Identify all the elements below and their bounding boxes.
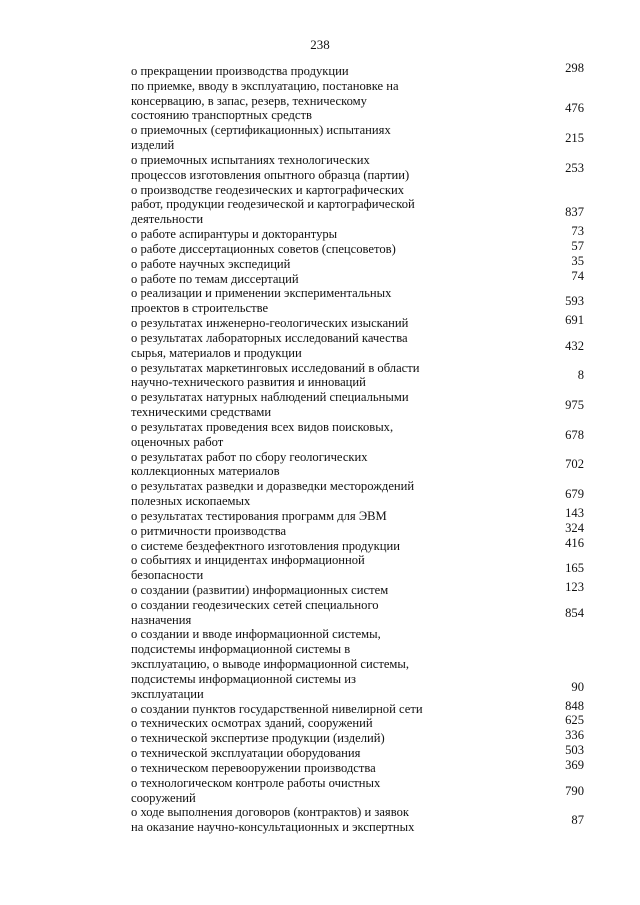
- entry-text-line: о технических осмотрах зданий, сооружений: [131, 716, 373, 731]
- entry-text-line: о технической эксплуатации оборудования: [131, 746, 361, 761]
- entry-page-number: 35: [571, 253, 584, 268]
- entry-page-number: 87: [571, 813, 584, 828]
- index-entry: [0, 313, 640, 331]
- entry-text-line: о ритмичности производства: [131, 523, 287, 538]
- entry-text-line: на оказание научно-консультационных и экспертных: [131, 820, 415, 835]
- entry-text-line: о создании (развитии) информационных систем: [131, 582, 389, 597]
- index-entry: [0, 268, 640, 287]
- entry-text-line: о работе научных экспедиций: [131, 256, 291, 271]
- entry-page-number: 476: [565, 101, 584, 116]
- entry-text-line: проектов в строительстве: [131, 301, 269, 316]
- index-entry: [0, 479, 640, 509]
- entry-text-line: о работе диссертационных советов (спецсоветов): [131, 241, 396, 256]
- entry-page-number: 253: [565, 160, 584, 175]
- entry-page-number: 123: [565, 579, 584, 594]
- entry-text-line: процессов изготовления опытного образца (партии): [131, 167, 410, 182]
- index-entry: [0, 286, 640, 316]
- index-entry: [0, 757, 640, 776]
- index-entry: [0, 420, 640, 450]
- entry-text-line: техническими средствами: [131, 405, 272, 420]
- entry-page-number: 691: [565, 313, 584, 328]
- entry-page-number: 215: [565, 131, 584, 146]
- entry-text-line: эксплуатацию, о выводе информационной системы,: [131, 657, 409, 672]
- index-entry: [0, 361, 640, 391]
- entry-page-number: 702: [565, 457, 584, 472]
- index-entry: [0, 61, 640, 79]
- page-number: 238: [310, 37, 330, 52]
- index-entry: [0, 450, 640, 480]
- entry-page-number: 432: [565, 338, 584, 353]
- entry-text-line: изделий: [131, 138, 175, 153]
- entry-text-line: эксплуатации: [131, 686, 204, 701]
- index-list: [0, 61, 640, 835]
- entry-text-line: коллекционных материалов: [131, 464, 280, 479]
- entry-page-number: 625: [565, 713, 584, 728]
- entry-page-number: 416: [565, 535, 584, 550]
- index-entry: [0, 805, 640, 835]
- entry-text-line: деятельности: [131, 212, 204, 227]
- entry-text-line: о приемочных испытаниях технологических: [131, 152, 370, 167]
- entry-text-line: о событиях и инцидентах информационной: [131, 553, 365, 568]
- entry-text-line: о производстве геодезических и картографических: [131, 182, 405, 197]
- entry-text-line: о технологическом контроле работы очистных: [131, 775, 381, 790]
- entry-text-line: о ходе выполнения договоров (контрактов) и заявок: [131, 805, 410, 820]
- entry-page-number: 8: [577, 368, 584, 383]
- entry-text-line: о результатах инженерно-геологических изысканий: [131, 316, 409, 331]
- entry-text-line: о реализации и применении экспериментальных: [131, 286, 392, 301]
- index-entry: [0, 598, 640, 628]
- entry-text-line: о результатах лабораторных исследований качества: [131, 330, 408, 345]
- entry-page-number: 74: [571, 268, 584, 283]
- index-entry: [0, 535, 640, 554]
- entry-text-line: о результатах проведения всех видов поисковых,: [131, 419, 394, 434]
- entry-page-number: 679: [565, 487, 584, 502]
- entry-page-number: 298: [565, 61, 584, 75]
- entry-text-line: сырья, материалов и продукции: [131, 345, 302, 360]
- entry-text-line: состоянию транспортных средств: [131, 108, 312, 123]
- entry-page-number: 73: [571, 224, 584, 239]
- entry-text-line: работ, продукции геодезической и картографической: [131, 197, 415, 212]
- entry-page-number: 790: [565, 783, 584, 798]
- entry-text-line: о работе аспирантуры и докторантуры: [131, 227, 338, 242]
- entry-text-line: научно-технического развития и инноваций: [131, 375, 366, 390]
- entry-page-number: 90: [571, 679, 584, 694]
- entry-page-number: 503: [565, 743, 584, 758]
- entry-page-number: 165: [565, 561, 584, 576]
- entry-text-line: о создании геодезических сетей специального: [131, 597, 379, 612]
- entry-page-number: 336: [565, 728, 584, 743]
- entry-text-line: о результатах работ по сбору геологических: [131, 449, 368, 464]
- entry-page-number: 57: [571, 238, 584, 253]
- entry-text-line: о создании пунктов государственной нивелирной сети: [131, 701, 423, 716]
- index-entry: [0, 627, 640, 701]
- entry-page-number: 143: [565, 505, 584, 520]
- index-entry: [0, 153, 640, 183]
- entry-text-line: назначения: [131, 612, 192, 627]
- entry-page-number: 324: [565, 520, 584, 535]
- index-entry: [0, 776, 640, 806]
- entry-text-line: о прекращении производства продукции: [131, 64, 349, 78]
- entry-page-number: 678: [565, 427, 584, 442]
- entry-text-line: о технической экспертизе продукции (изделий): [131, 731, 385, 746]
- entry-page-number: 369: [565, 757, 584, 772]
- entry-page-number: 593: [565, 294, 584, 309]
- entry-text-line: по приемке, вводу в эксплуатацию, постановке на: [131, 78, 399, 93]
- index-entry: [0, 390, 640, 420]
- entry-text-line: полезных ископаемых: [131, 494, 251, 509]
- entry-text-line: безопасности: [131, 568, 204, 583]
- entry-page-number: 848: [565, 698, 584, 713]
- entry-text-line: о результатах натурных наблюдений специальными: [131, 390, 409, 405]
- entry-text-line: о результатах разведки и доразведки месторождений: [131, 479, 415, 494]
- index-entry: [0, 331, 640, 361]
- entry-text-line: подсистемы информационной системы в: [131, 642, 351, 657]
- entry-text-line: о результатах маркетинговых исследований в области: [131, 360, 420, 375]
- entry-text-line: о техническом перевооружении производства: [131, 760, 376, 775]
- entry-text-line: оценочных работ: [131, 434, 224, 449]
- index-entry: [0, 183, 640, 227]
- entry-text-line: консервацию, в запас, резерв, техническому: [131, 93, 367, 108]
- index-entry: [0, 79, 640, 123]
- entry-text-line: о работе по темам диссертаций: [131, 271, 299, 286]
- entry-page-number: 837: [565, 205, 584, 220]
- index-entry: [0, 579, 640, 598]
- entry-page-number: 975: [565, 398, 584, 413]
- index-entry: [0, 553, 640, 583]
- entry-text-line: подсистемы информационной системы из: [131, 671, 356, 686]
- entry-text-line: сооружений: [131, 790, 196, 805]
- index-entry: [0, 123, 640, 153]
- entry-text-line: о создании и вводе информационной системы,: [131, 627, 381, 642]
- entry-page-number: 854: [565, 605, 584, 620]
- entry-text-line: о системе бездефектного изготовления продукции: [131, 538, 401, 553]
- entry-text-line: о результатах тестирования программ для ЭВМ: [131, 508, 387, 523]
- entry-text-line: о приемочных (сертификационных) испытаниях: [131, 123, 391, 138]
